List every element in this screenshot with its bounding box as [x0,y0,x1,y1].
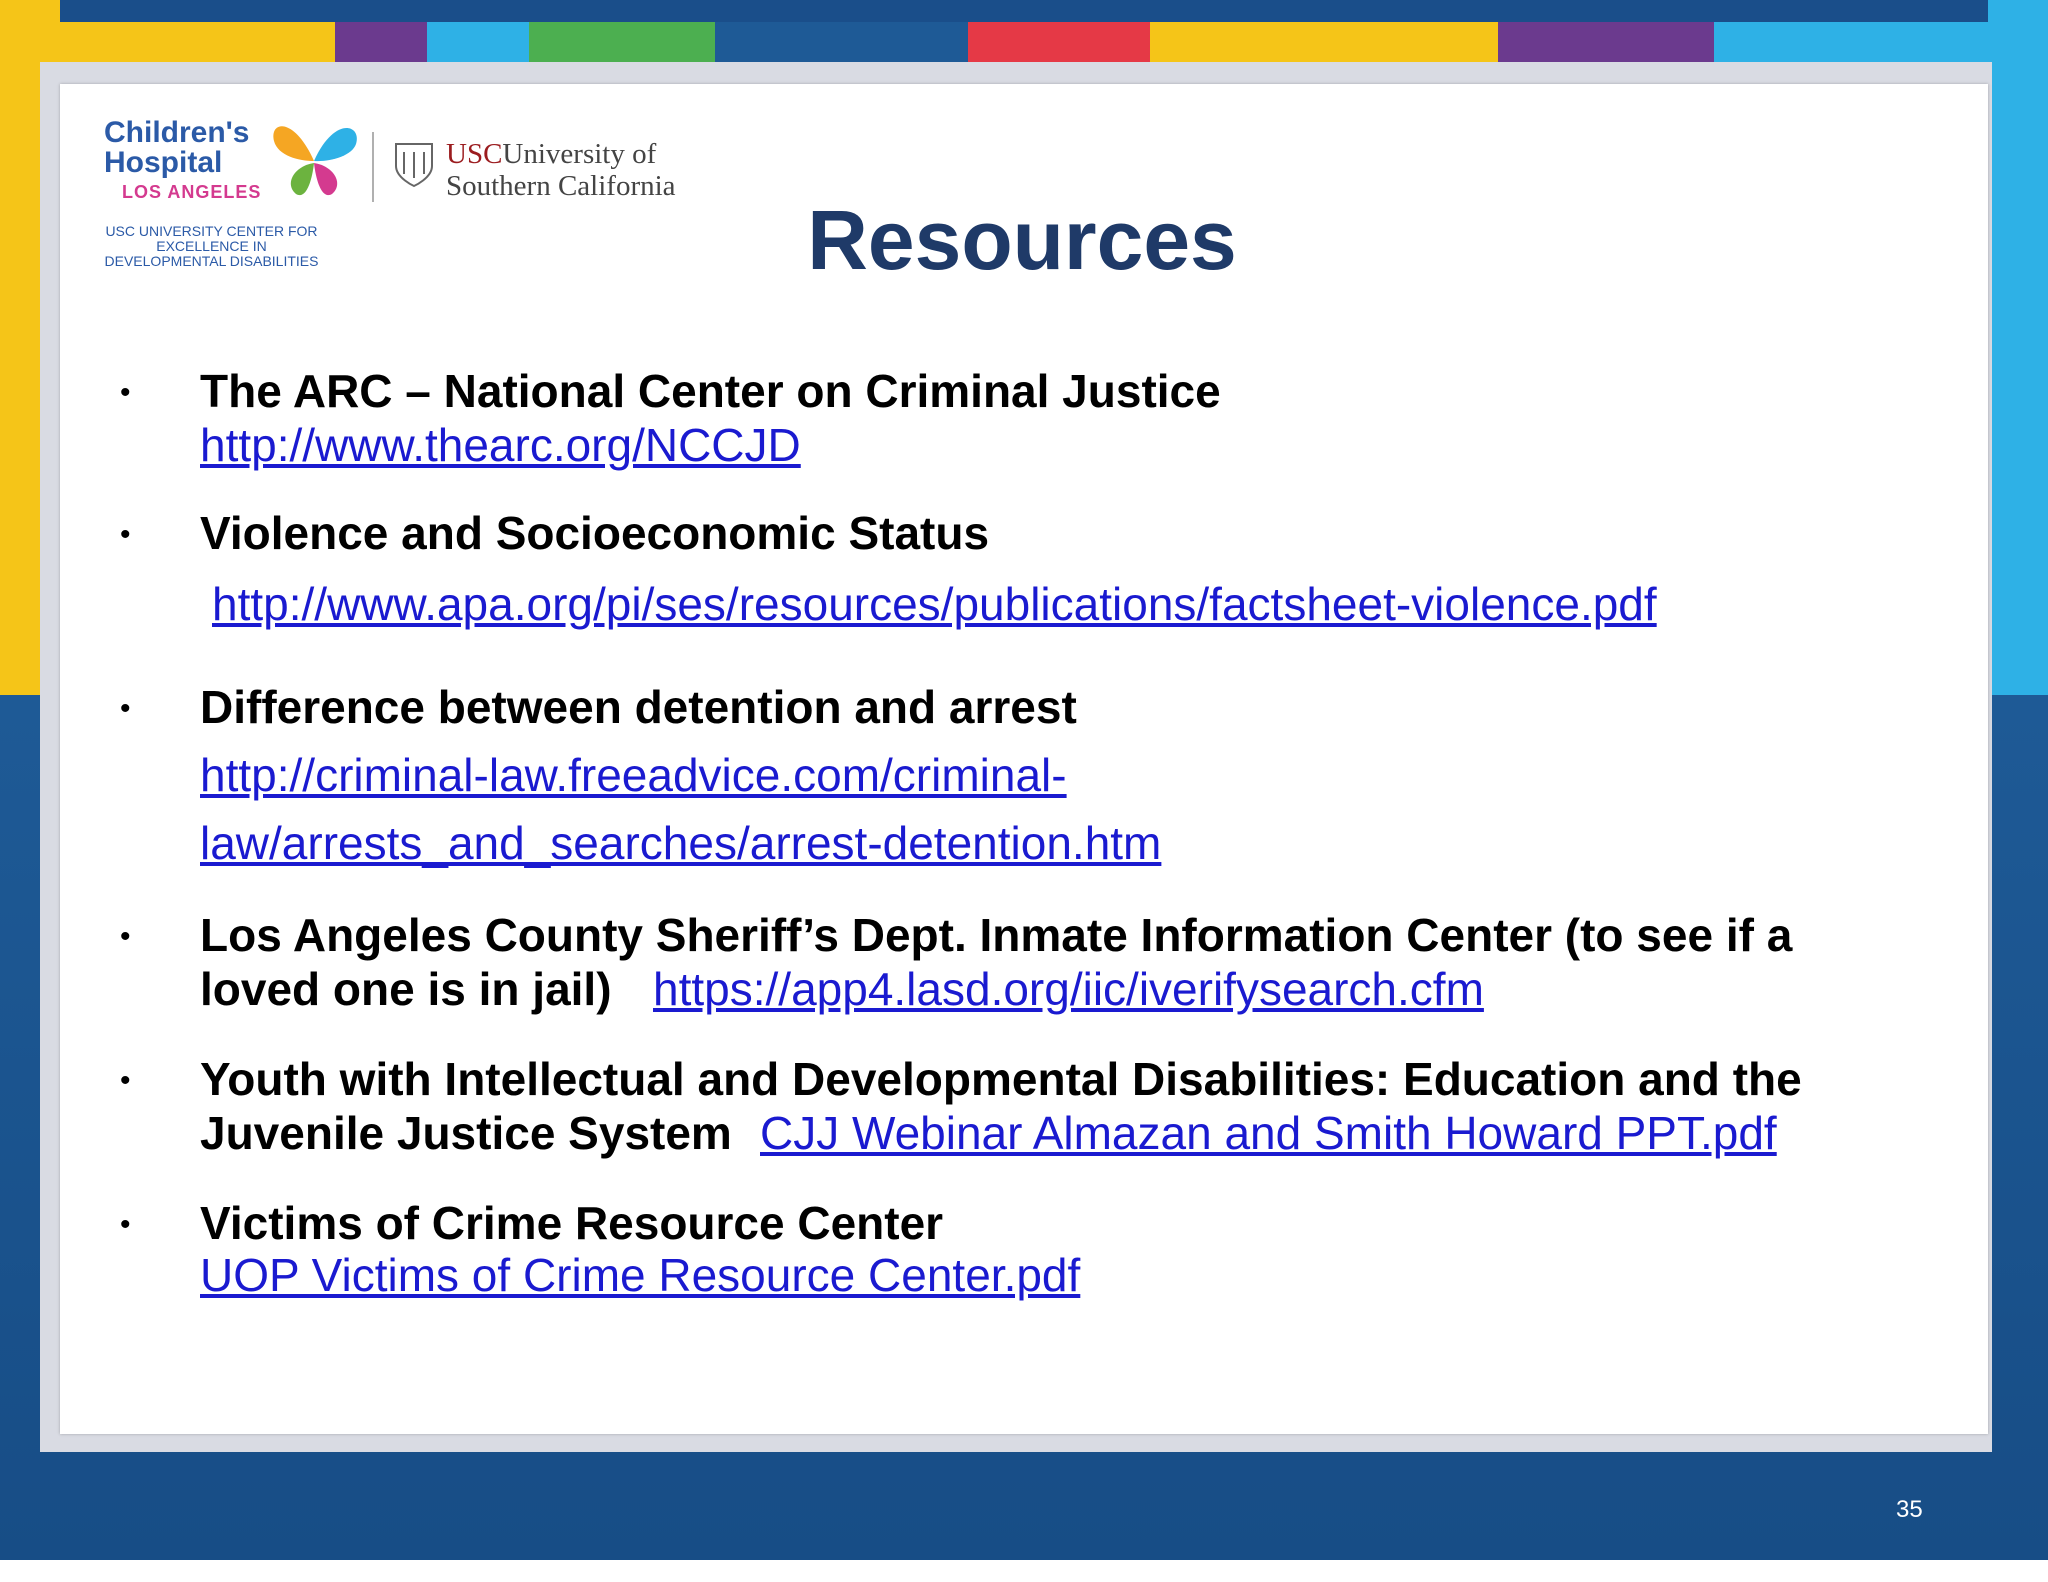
usc-abbrev: USC [446,138,503,170]
resource-title-5-line1: Youth with Intellectual and Developmental Disabilities: Education and the [200,1053,1802,1105]
resource-title-5-line2: Juvenile Justice System [200,1107,732,1159]
resource-link-3-line2[interactable]: law/arrests_and_searches/arrest-detention.htm [200,817,1162,869]
usc-line1: University of [502,138,657,170]
resource-title-1: The ARC – National Center on Criminal Justice [200,365,1221,417]
resource-link-1[interactable]: http://www.thearc.org/NCCJD [200,419,801,471]
resource-title-4-line1: Los Angeles County Sheriff’s Dept. Inmate Information Center (to see if a [200,909,1793,961]
bullet-1: • [120,376,131,409]
bullet-3: • [120,692,131,725]
resource-title-3: Difference between detention and arrest [200,681,1077,733]
chla-line1: Children's [104,116,250,149]
butterfly-icon [264,106,364,206]
bullet-5: • [120,1064,131,1097]
resource-title-4-line2: loved one is in jail) [200,963,612,1015]
slide-title [0,192,2048,289]
resource-title-2: Violence and Socioeconomic Status [200,507,990,559]
slide-title-text: Resources [807,193,1237,287]
resource-title-6: Victims of Crime Resource Center [200,1197,944,1249]
bullet-2: • [120,518,131,551]
page-number: 35 [1896,1496,1923,1523]
resource-link-2[interactable]: http://www.apa.org/pi/ses/resources/publications/factsheet-violence.pdf [212,578,1657,630]
resource-link-5[interactable]: CJJ Webinar Almazan and Smith Howard PPT.pdf [760,1107,1777,1159]
bullet-6: • [120,1208,131,1241]
resource-link-3-line1[interactable]: http://criminal-law.freeadvice.com/criminal- [200,749,1067,801]
resource-link-6[interactable]: UOP Victims of Crime Resource Center.pdf [200,1249,1081,1301]
chla-logo [104,118,250,178]
usc-seal-icon [392,140,436,188]
chla-line2: Hospital [104,146,223,179]
right-cyan-bar [1988,0,2048,700]
chla-line3: LOS ANGELES [122,182,262,202]
resource-link-4[interactable]: https://app4.lasd.org/iic/iverifysearch.cfm [653,963,1484,1015]
bullet-4: • [120,920,131,953]
bottom-margin [0,1560,2048,1582]
usc-line2: Southern California [446,170,676,202]
usc-ucedd-text: USC UNIVERSITY CENTER FOR EXCELLENCE IN DEVELOPMENTAL DISABILITIES [104,223,319,269]
